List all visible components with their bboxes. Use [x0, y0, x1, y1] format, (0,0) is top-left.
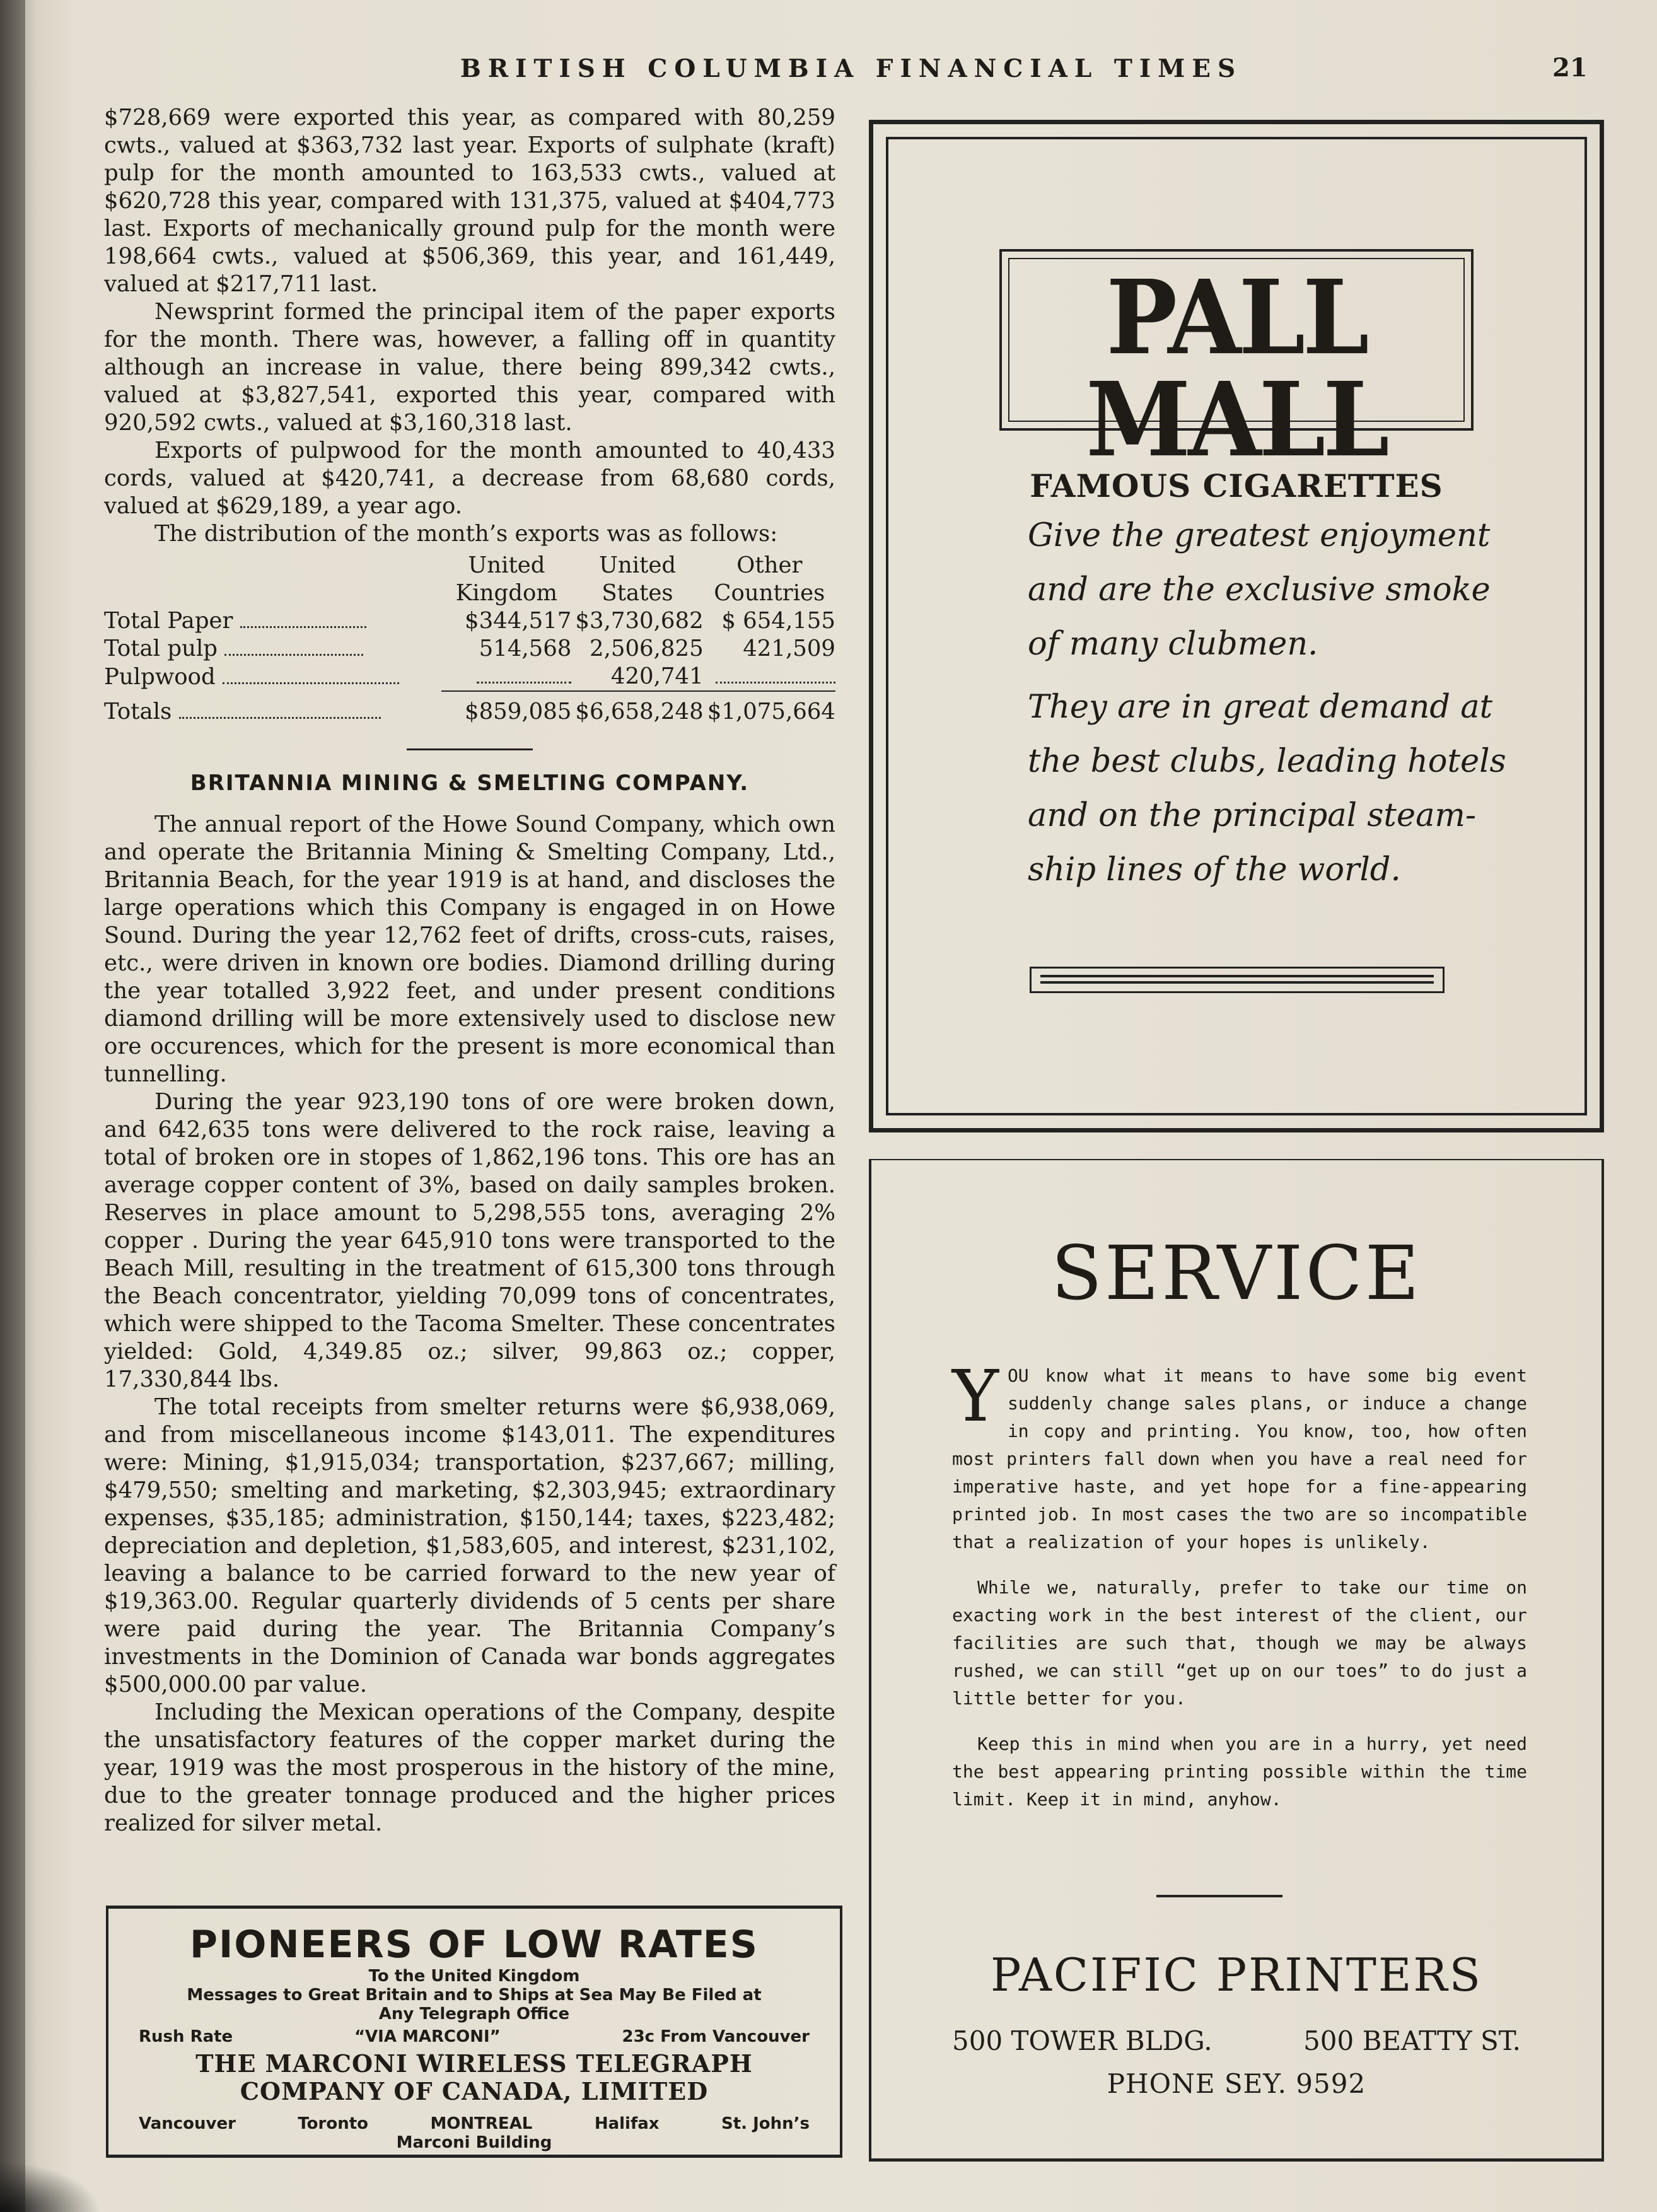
marconi-line: To the United Kingdom	[368, 1967, 580, 1986]
city: Vancouver	[139, 2114, 236, 2133]
pacific-printers-advertisement	[869, 1159, 1604, 2162]
cell-other: $ 654,155	[721, 608, 835, 634]
service-headline: SERVICE	[1051, 1230, 1422, 1317]
article-paragraph: Exports of pulpwood for the month amounted to 40,433 cords, valued at $420,741, a decrease from 68,680 cords, valued at $629,189, a year ago.	[104, 438, 835, 519]
city: St. John’s	[721, 2114, 810, 2133]
total-uk: $859,085	[464, 699, 572, 725]
pall-mall-advertisement	[869, 120, 1604, 1132]
copy-line: of many clubmen.	[1028, 626, 1318, 663]
printer-address	[952, 2025, 1521, 2056]
article-paragraph: The annual report of the Howe Sound Company, which own and operate the Britannia Mining & Smelting Company, Ltd., Britannia Beach, for the year 1919 is at hand, and discloses the large operations which this Company is engaged in on Howe Sound. During the year 12,762 feet of drifts, cross-cuts, raises, etc., were driven in known ore bodies. Diamond drilling during the year totalled 3,922 feet, and under present conditions diamond drilling will be more extensively used to disclose new ore occurences, which for the present is more economical than tunnelling.	[104, 812, 835, 1087]
article-paragraph: The total receipts from smelter returns were $6,938,069, and from miscellaneous income $143,011. The expenditures were: Mining, $1,915,034; transportation, $237,667; milling, $479,550; smelting and marketing, $2,303,945; extraordinary expenses, $35,185; administration, $150,144; taxes, $223,482; depreciation and depletion, $1,583,605, and interest, $231,102, leaving a balance to be carried forward to the new year of $19,363.00. Regular quarterly dividends of 5 cents per share were paid during the year. The Britannia Company’s investments in the Dominion of Canada war bonds aggregates $500,000.00 par value.	[104, 1394, 835, 1697]
exports-distribution-table	[104, 552, 835, 726]
col-header-us: United States	[598, 552, 677, 606]
marconi-company: THE MARCONI WIRELESS TELEGRAPH	[195, 2049, 753, 2078]
rush-rate-label: Rush Rate	[139, 2027, 233, 2046]
address-right: 500 BEATTY ST.	[1303, 2025, 1521, 2056]
city: Halifax	[594, 2114, 660, 2133]
copy-line: ship lines of the world.	[1028, 851, 1401, 888]
marconi-building: Marconi Building	[396, 2133, 552, 2152]
row-label: Total pulp	[104, 636, 218, 661]
drop-cap: Y	[952, 1356, 999, 1438]
rate-text: 23c From Vancouver	[622, 2027, 810, 2046]
page-number: 21	[1552, 53, 1588, 83]
marconi-cities	[108, 2114, 840, 2133]
service-body	[952, 1356, 1527, 1831]
city: Toronto	[298, 2114, 369, 2133]
pall-mall-brand: PALL MALL	[1086, 257, 1387, 480]
running-head: BRITISH COLUMBIA FINANCIAL TIMES	[460, 54, 1243, 83]
cell-other: 421,509	[743, 636, 835, 661]
via-marconi: “VIA MARCONI”	[354, 2027, 501, 2046]
marconi-rate-row	[108, 2027, 840, 2046]
pall-mall-logo-box	[999, 249, 1474, 504]
article-paragraph: The distribution of the month’s exports was as follows:	[154, 521, 778, 547]
copy-line: Give the greatest enjoyment	[1028, 517, 1491, 554]
city: MONTREAL	[430, 2114, 533, 2133]
cell-other	[704, 663, 835, 691]
table-header-row	[104, 552, 835, 607]
cell-uk: $344,517	[464, 608, 572, 634]
cell-uk	[441, 663, 571, 691]
section-divider	[407, 748, 533, 750]
decorative-bar	[1030, 967, 1445, 993]
total-other: $1,075,664	[707, 699, 835, 725]
cell-us: $3,730,682	[575, 608, 704, 634]
table-row	[104, 663, 835, 691]
cell-us: 2,506,825	[589, 636, 704, 661]
corner-shadow	[0, 2162, 101, 2212]
printer-company-name: PACIFIC PRINTERS	[991, 1948, 1482, 2001]
col-header-other: Other Countries	[714, 552, 825, 606]
service-paragraph: While we, naturally, prefer to take our time on exacting work in the best interest of the client, our facilities are such that, though we may be always rushed, we can still “get up on our toes” to do just a little better for you.	[952, 1577, 1527, 1709]
table-row	[104, 635, 835, 663]
cell-uk: 514,568	[479, 636, 572, 661]
row-label: Pulpwood	[104, 664, 216, 690]
marconi-line: Messages to Great Britain and to Ships at Sea May Be Filed at	[187, 1986, 762, 2005]
article-column	[104, 104, 835, 1837]
total-us: $6,658,248	[575, 699, 704, 725]
copy-line: and are the exclusive smoke	[1028, 571, 1491, 608]
service-paragraph: YOU know what it means to have some big event suddenly change sales plans, or induce a change in copy and printing. You know, too, how often most printers fall down when you have a real need for imperative haste, and yet hope for a fine-appearing printed job. In most cases the two are so incompatible that a realization of your hopes is unlikely.	[952, 1356, 1527, 1552]
row-label: Total Paper	[104, 608, 233, 634]
address-left: 500 TOWER BLDG.	[952, 2025, 1212, 2056]
divider-rule	[1156, 1895, 1282, 1897]
row-label: Totals	[104, 699, 172, 725]
pall-mall-copy	[1028, 509, 1520, 897]
article-paragraph: During the year 923,190 tons of ore were broken down, and 642,635 tons were delivered to the rock raise, leaving a total of broken ore in stopes of 1,862,196 tons. This ore has an average copper content of 3%, based on daily samples broken. Reserves in place amount to 5,298,555 tons, averaging 2% copper . During the year 645,910 tons were transported to the Beach Mill, resulting in the treatment of 615,300 tons through the Beach concentrator, yielding 70,099 tons of concentrates, which were shipped to the Tacoma Smelter. These concentrates yielded: Gold, 4,349.85 oz.; silver, 99,863 oz.; copper, 17,330,844 lbs.	[104, 1089, 835, 1392]
copy-line: They are in great demand at	[1028, 689, 1493, 726]
marconi-advertisement	[106, 1906, 842, 2158]
col-header-uk: United Kingdom	[455, 552, 558, 606]
cell-us: 420,741	[610, 663, 704, 689]
table-totals-row	[104, 692, 835, 726]
section-title: BRITANNIA MINING & SMELTING COMPANY.	[190, 771, 750, 796]
copy-line: and on the principal steam-	[1028, 797, 1477, 834]
marconi-company: COMPANY OF CANADA, LIMITED	[240, 2077, 709, 2105]
article-paragraph: Including the Mexican operations of the Company, despite the unsatisfactory features of the copper market during the year, 1919 was the most prosperous in the history of the mine, due to the greater tonnage produced and the higher prices realized for silver metal.	[104, 1699, 835, 1836]
service-paragraph: Keep this in mind when you are in a hurry, yet need the best appearing printing possible within the time limit. Keep it in mind, anyhow.	[952, 1733, 1527, 1810]
copy-line: the best clubs, leading hotels	[1028, 743, 1506, 780]
printer-phone: PHONE SEY. 9592	[1107, 2068, 1366, 2099]
article-paragraph: Newsprint formed the principal item of the paper exports for the month. There was, however, a falling off in quantity although an increase in value, there being 899,342 cwts., valued at $3,827,541, exported this year, compared with 920,592 cwts., valued at $3,160,318 last.	[104, 299, 835, 436]
table-row	[104, 607, 835, 635]
marconi-line: Any Telegraph Office	[378, 2005, 570, 2023]
pall-mall-subtitle: FAMOUS CIGARETTES	[1030, 467, 1443, 504]
marconi-title: PIONEERS OF LOW RATES	[190, 1923, 759, 1967]
book-spine-shadow	[0, 0, 25, 2212]
article-paragraph: $728,669 were exported this year, as compared with 80,259 cwts., valued at $363,732 last year. Exports of sulphate (kraft) pulp for the month amounted to 163,533 cwts., valued at $620,728 this year, compared with 131,375, valued at $404,773 last. Exports of mechanically ground pulp for the month were 198,664 cwts., valued at $506,369, this year, and 161,449, valued at $217,711 last.	[104, 105, 835, 297]
